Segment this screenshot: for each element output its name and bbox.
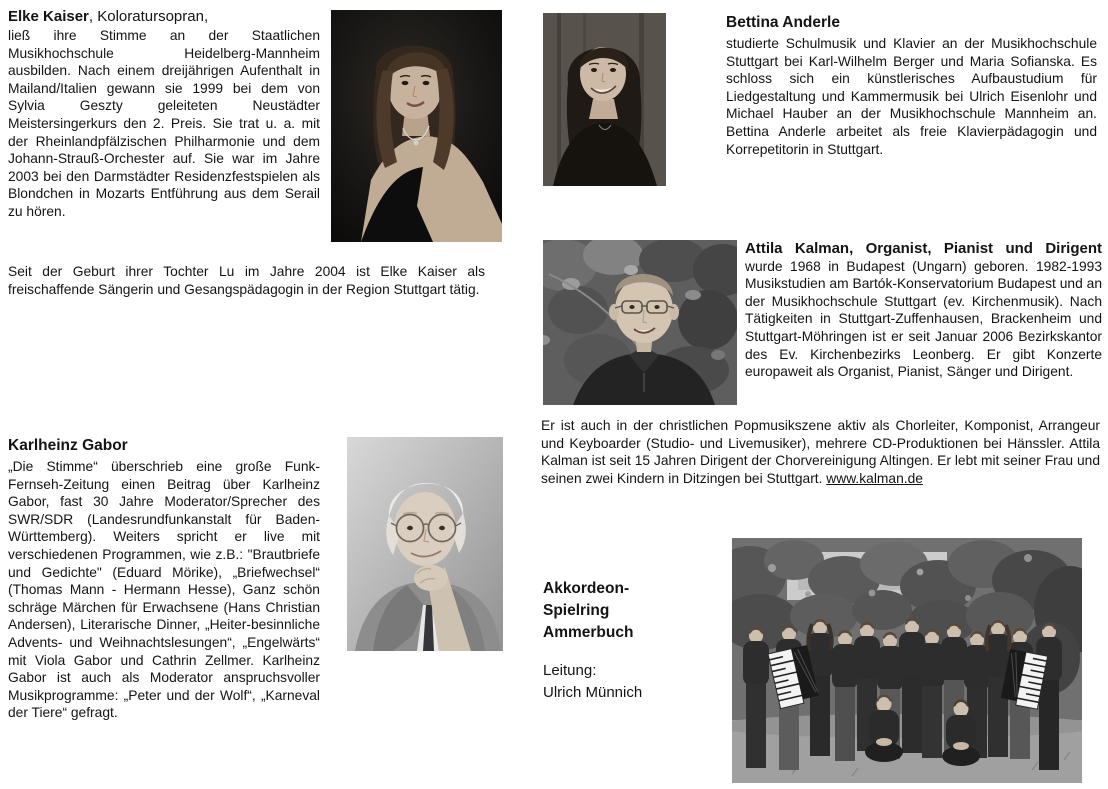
attila-kalman-bio [745,240,1102,381]
akkordeon-leader [543,660,713,704]
elke-kaiser-photo [331,10,502,242]
akkordeon-heading-line3: Ammerbuch [543,624,634,641]
bettina-anderle-heading: Bettina Anderle [726,14,840,31]
karlheinz-gabor-bio: „Die Stimme“ überschrieb eine große Funk-Fernseh-Zeitung einen Beitrag über Karlheinz Gabor, fast 30 Jahre Moderator/Sprecher des SWR/SDR (Landesrundfunkanstalt für Baden-Württemberg). Weiters spricht er live mit verschiedenen Programmen, wie z.B.: "Brautbriefe und Gedichte" (Eduard Mörike), „Briefwechsel“ (Thomas Mann - Hermann Hesse), Ganz schön schräge Märchen für Erwachsene (Hans Christian Andersen), Literarische Dinner, „Heiter-besinnliche Advents- und Weihnachtslesungen“, „Engelwärts“ mit Viola Gabor und Cathrin Zellmer. Karlheinz Gabor ist auch als Moderator anspruchsvoller Musikprogramme: „Peter und der Wolf“, „Karneval der Tiere“ gefragt. [8,459,320,721]
attila-kalman-name: Attila Kalman, Organist, Pianist und Dirigent [745,240,1102,257]
elke-kaiser-role: , Koloratursopran, [88,8,209,25]
karlheinz-gabor-photo [347,437,503,651]
attila-kalman-photo [543,240,737,405]
elke-kaiser-name: Elke Kaiser [8,8,89,25]
bettina-anderle-bio: studierte Schulmusik und Klavier an der Musikhochschule Stuttgart bei Karl-Wilhelm Berger und Maria Sofianska. Es schloss sich ein künstlerisches Aufbaustudium für Liedgestaltung und Kammermusik bei Ulrich Eisenlohr und Michael Hauber an der Musikhochschule Mannheim an. Bettina Anderle arbeitet als freie Klavierpädagogin und Korrepetitorin in Stuttgart. [726,36,1097,157]
attila-kalman-bio2 [541,417,1100,487]
bettina-anderle-photo [543,13,666,186]
akkordeon-leader-name: Ulrich Münnich [543,684,643,701]
karlheinz-gabor-section [8,436,320,722]
attila-kalman-bio-text: wurde 1968 in Budapest (Ungarn) geboren. 1982-1993 Musikstudien am Bartók-Konservatorium Budapest und an der Musikhochschule Stuttgart (ev. Kirchenmusik). Nach Tätigkeiten in Stuttgart-Zuffenhausen, Brackenheim und Stuttgart-Möhringen ist er seit Januar 2006 Bezirkskantor des Ev. Kirchenbezirks Leonberg. Er gibt Konzerte europaweit als Organist, Pianist, Sänger und Dirigent. [745,258,1102,380]
akkordeon-heading-line1: Akkordeon- [543,580,630,597]
attila-kalman-bio2-text: Er ist auch in der christlichen Popmusikszene aktiv als Chorleiter, Komponist, Arrangeur und Keyboarder (Studio- und Livemusiker), mehrere CD-Produktionen bei Hänssler. Attila Kalman ist seit 15 Jahren Dirigent der Chorvereinigung Altingen. Er lebt mit seiner Frau und seinen zwei Kindern in Ditzingen bei Stuttgart. [541,418,1100,486]
elke-kaiser-bio2: Seit der Geburt ihrer Tochter Lu im Jahre 2004 ist Elke Kaiser als freischaffende Sängerin und Gesangspädagogin in der Region Stuttgart tätig. [8,264,485,297]
kalman-website-link[interactable]: www.kalman.de [826,470,923,486]
karlheinz-gabor-heading: Karlheinz Gabor [8,437,128,454]
elke-kaiser-lead [8,8,208,26]
akkordeon-section [543,578,713,704]
akkordeon-heading [543,578,713,644]
akkordeon-leader-label: Leitung: [543,662,597,679]
bettina-anderle-section [726,13,1097,158]
elke-kaiser-bio: ließ ihre Stimme an der Staatlichen Musikhochschule Heidelberg-Mannheim ausbilden. Nach einem dreijährigen Aufenthalt in Mailand/Italien gewann sie 1999 bei dem von Sylvia Geszty geleiteten Neustädter Meistersingerkurs den 2. Preis. Sie trat u. a. mit der Rheinlandpfälzischen Philharmonie und dem Johann-Strauß-Orchester auf. Sie war im Jahre 2003 bei den Darmstädter Residenzfestspielen als Blondchen in Mozarts Entführung aus dem Serail zu hören. [8,28,320,219]
akkordeon-heading-line2: Spielring [543,602,610,619]
akkordeon-group-photo [732,538,1082,783]
